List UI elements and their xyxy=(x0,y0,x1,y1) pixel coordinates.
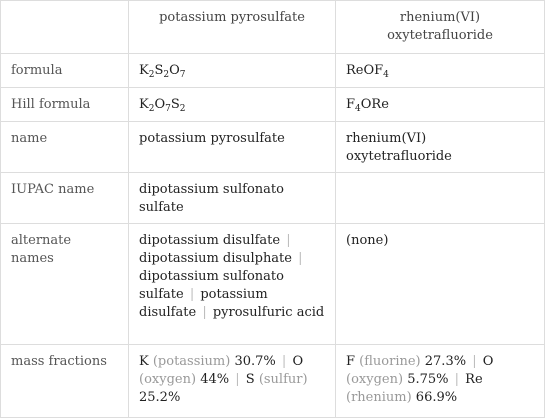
formula-subscript: 7 xyxy=(179,70,186,80)
row-alternate-names xyxy=(1,224,545,345)
separator: | xyxy=(202,305,207,320)
header-row xyxy=(1,1,545,54)
formula-subscript: 7 xyxy=(165,104,171,114)
row-iupac-name xyxy=(1,173,545,224)
formula-part: ReOF xyxy=(346,63,384,78)
formula-subscript: 2 xyxy=(163,70,170,80)
separator: | xyxy=(454,372,460,387)
row-mass-fractions xyxy=(1,345,545,418)
row-label-alternate-names: alternate names xyxy=(1,224,129,345)
formula-part: K xyxy=(139,63,149,78)
mass-fractions-b xyxy=(336,345,545,418)
formula-part: ORe xyxy=(360,97,389,112)
alternate-name: pyrosulfuric acid xyxy=(212,305,325,320)
separator: | xyxy=(235,372,240,387)
separator: | xyxy=(189,287,195,302)
formula-subscript: 2 xyxy=(179,104,186,114)
separator: | xyxy=(298,251,303,266)
formula-part: O xyxy=(154,97,166,112)
hill-formula-b xyxy=(336,88,545,122)
element-symbol: S xyxy=(245,372,255,387)
element-symbol: Re xyxy=(465,372,483,387)
name-a: potassium pyrosulfate xyxy=(129,122,336,173)
mass-fraction-value: 5.75% xyxy=(407,372,449,387)
header-potassium-pyrosulfate: potassium pyrosulfate xyxy=(129,1,336,54)
formula-part: S xyxy=(170,97,180,112)
header-rhenium-oxytetrafluoride: rhenium(VI) oxytetrafluoride xyxy=(336,1,545,54)
alternate-name: dipotassium disulfate xyxy=(139,233,281,248)
alternate-name: dipotassium disulphate xyxy=(139,251,292,266)
formula-part: O xyxy=(169,63,180,78)
formula-subscript: 2 xyxy=(148,70,155,80)
element-symbol: O xyxy=(482,354,494,369)
element-symbol: F xyxy=(346,354,356,369)
element-name: (potassium) xyxy=(152,354,231,369)
mass-fraction-value: 25.2% xyxy=(139,390,181,405)
mass-fraction-value: 30.7% xyxy=(234,354,276,369)
header-empty-cell xyxy=(1,1,129,54)
formula-subscript: 4 xyxy=(383,70,389,80)
formula-part: S xyxy=(154,63,164,78)
row-formula xyxy=(1,54,545,88)
element-name: (fluorine) xyxy=(359,354,421,369)
separator: | xyxy=(472,354,477,369)
formula-subscript: 4 xyxy=(355,104,361,114)
formula-part: K xyxy=(139,97,149,112)
formula-subscript: 2 xyxy=(148,104,155,114)
hill-formula-a xyxy=(129,88,336,122)
element-name: (sulfur) xyxy=(258,372,308,387)
mass-fraction-value: 27.3% xyxy=(424,354,467,369)
row-hill-formula xyxy=(1,88,545,122)
element-symbol: O xyxy=(292,354,304,369)
row-name xyxy=(1,122,545,173)
row-label-name: name xyxy=(1,122,129,173)
mass-fractions-a xyxy=(129,345,336,418)
separator: | xyxy=(281,354,287,369)
row-label-mass-fractions: mass fractions xyxy=(1,345,129,418)
row-label-formula: formula xyxy=(1,54,129,88)
mass-fraction-value: 66.9% xyxy=(415,390,458,405)
formula-a xyxy=(129,54,336,88)
element-name: (rhenium) xyxy=(346,390,412,405)
alternate-name: potassium disulfate xyxy=(139,287,268,320)
alternate-names-b: (none) xyxy=(336,224,545,345)
iupac-name-b xyxy=(336,173,545,224)
row-label-iupac-name: IUPAC name xyxy=(1,173,129,224)
mass-fraction-value: 44% xyxy=(200,372,230,387)
element-symbol: K xyxy=(139,354,149,369)
alternate-name: dipotassium sulfonato sulfate xyxy=(139,269,284,302)
alternate-names-a xyxy=(129,224,336,345)
name-b: rhenium(VI) oxytetrafluoride xyxy=(336,122,545,173)
element-name: (oxygen) xyxy=(346,372,404,387)
element-name: (oxygen) xyxy=(139,372,197,387)
separator: | xyxy=(286,233,291,248)
iupac-name-a: dipotassium sulfonato sulfate xyxy=(129,173,336,224)
formula-b xyxy=(336,54,545,88)
row-label-hill-formula: Hill formula xyxy=(1,88,129,122)
formula-part: F xyxy=(346,97,356,112)
